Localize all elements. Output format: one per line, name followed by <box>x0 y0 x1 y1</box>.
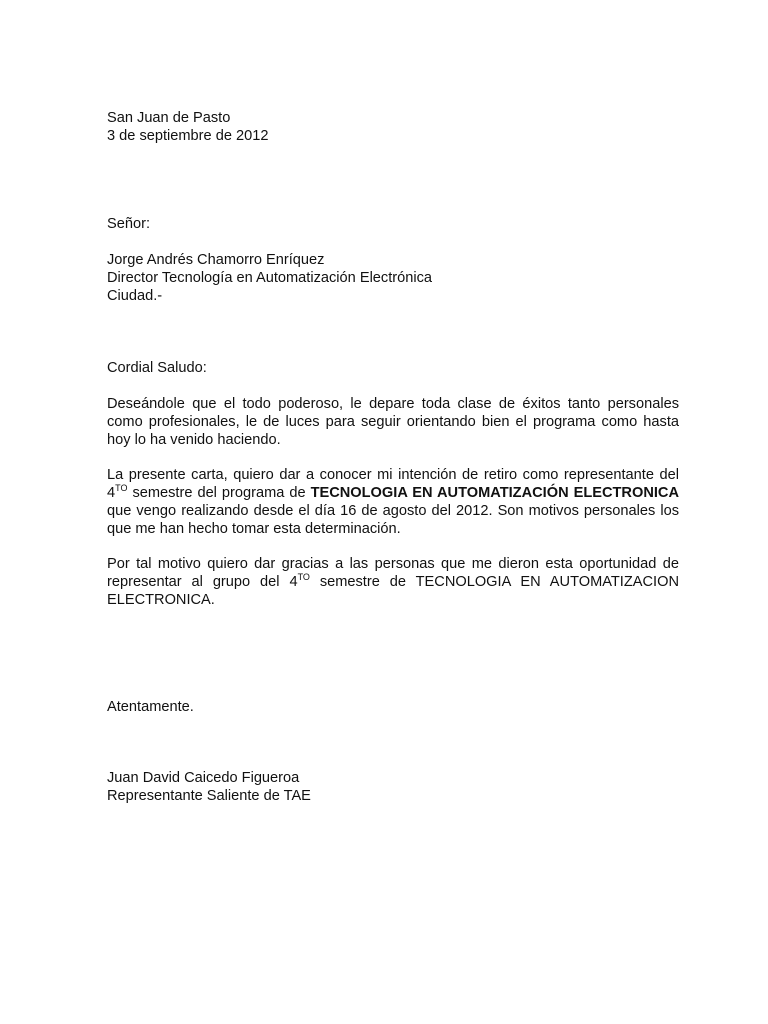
recipient-block <box>107 251 679 305</box>
greeting: Señor: <box>107 216 150 232</box>
closing: Atentamente. <box>107 699 194 715</box>
signature-block <box>107 769 679 805</box>
signer-role: Representante Saliente de TAE <box>107 788 311 804</box>
recipient-name: Jorge Andrés Chamorro Enríquez <box>107 252 325 268</box>
paragraph-2-end: que vengo realizando desde el día 16 de agosto del 2012. Son motivos personales los que me han hecho tomar esta determinación. <box>107 503 679 537</box>
paragraph-3-ordinal: TO <box>297 572 310 582</box>
paragraph-3 <box>107 555 679 609</box>
paragraph-3-end: semestre de TECNOLOGIA EN AUTOMATIZACION ELECTRONICA. <box>107 574 679 608</box>
letter-date: 3 de septiembre de 2012 <box>107 128 269 144</box>
letter-page <box>107 0 679 1024</box>
greeting-block <box>107 215 679 233</box>
paragraph-3-text <box>107 555 679 609</box>
letter-place: San Juan de Pasto <box>107 110 231 126</box>
paragraph-1-text: Deseándole que el todo poderoso, le depare toda clase de éxitos tanto personales como profesionales, le de luces para seguir orientando bien el programa como hasta hoy lo ha venido haciendo. <box>107 396 679 448</box>
signer-name: Juan David Caicedo Figueroa <box>107 770 300 786</box>
program-name-bold: TECNOLOGIA EN AUTOMATIZACIÓN ELECTRONICA <box>310 485 679 501</box>
place-date-block <box>107 109 679 145</box>
paragraph-3-intro: Por tal motivo quiero dar gracias a las personas que me dieron esta oportunidad de representar al grupo del 4 <box>107 556 679 590</box>
paragraph-2-middle: semestre del programa de <box>127 485 311 501</box>
salutation-block <box>107 359 679 377</box>
closing-block <box>107 698 679 716</box>
paragraph-1 <box>107 395 679 449</box>
salutation: Cordial Saludo: <box>107 360 207 376</box>
paragraph-2-text <box>107 466 679 538</box>
paragraph-2-intro: La presente carta, quiero dar a conocer mi intención de retiro como representante del 4 <box>107 467 679 501</box>
recipient-city: Ciudad.- <box>107 288 163 304</box>
paragraph-2 <box>107 466 679 538</box>
paragraph-2-ordinal: TO <box>115 483 128 493</box>
recipient-title: Director Tecnología en Automatización Electrónica <box>107 270 433 286</box>
